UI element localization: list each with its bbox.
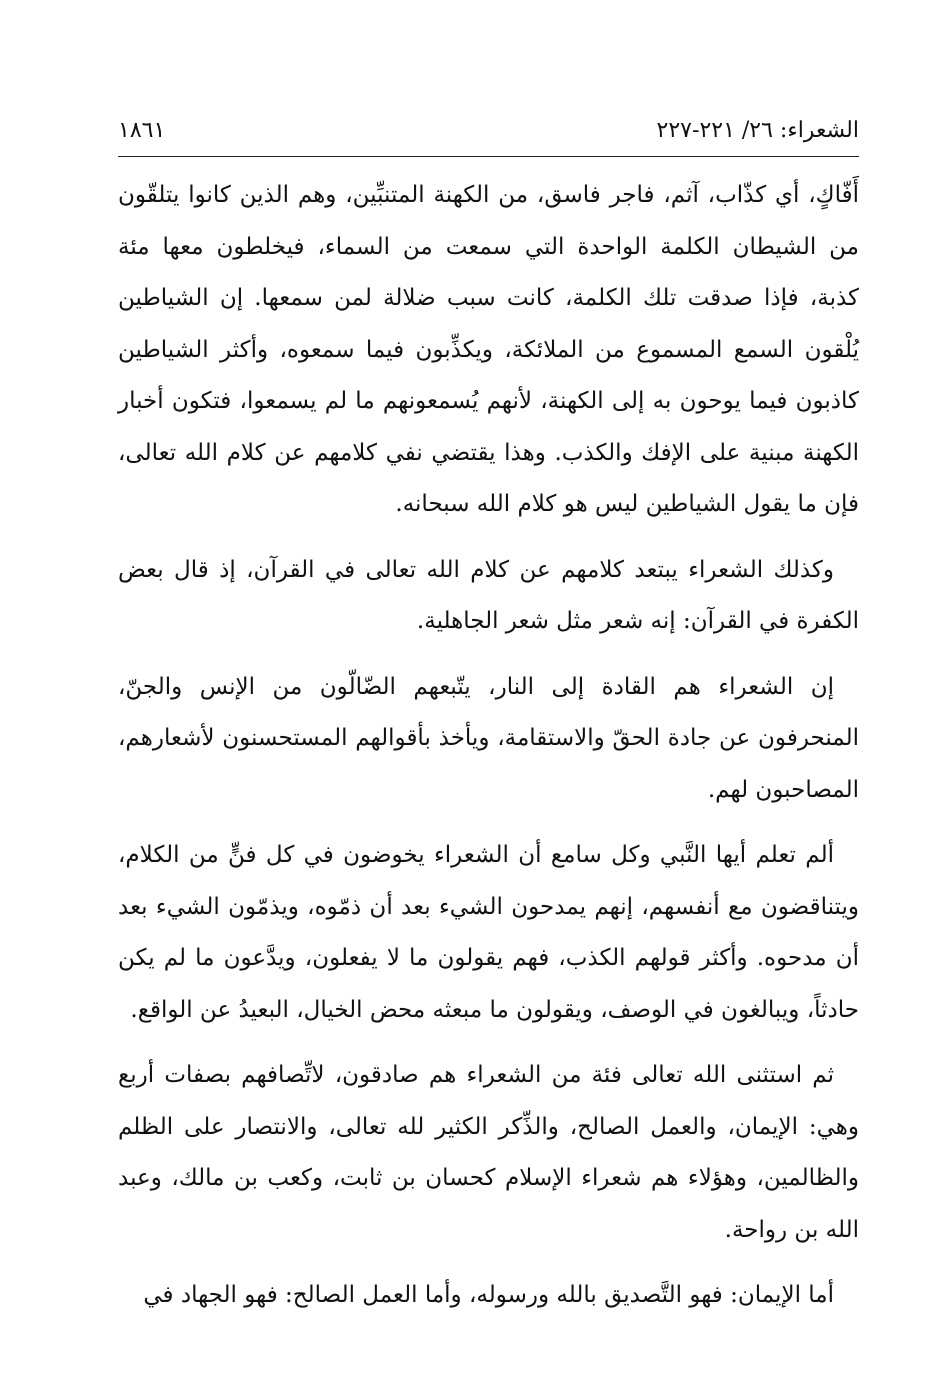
paragraph-2: وكذلك الشعراء يبتعد كلامهم عن كلام الله تعالى في القرآن، إذ قال بعض الكفرة في القرآن: إنه شعر مثل شعر الجاهلية.	[118, 556, 859, 634]
paragraph-1: أَفّاكٍ، أي كذّاب، آثم، فاجر فاسق، من الكهنة المتنبِّين، وهم الذين كانوا يتلقّون من الشيطان الكلمة الواحدة التي سمعت من السماء، فيخلطون معها مئة كذبة، فإذا صدقت تلك الكلمة، كانت سبب ضلالة لمن سمعها. إن الشياطين يُلْقون السمع المسموع من الملائكة، ويكذِّبون فيما سمعوه، وأكثر الشياطين كاذبون فيما يوحون به إلى الكهنة، لأنهم يُسمعونهم ما لم يسمعوا، فتكون أخبار الكهنة مبنية على الإفك والكذب. وهذا يقتضي نفي كلامهم عن كلام الله تعالى، فإن ما يقول الشياطين ليس هو كلام الله سبحانه.	[118, 182, 859, 517]
paragraph-5: ثم استثنى الله تعالى فئة من الشعراء هم صادقون، لاتِّصافهم بصفات أربع وهي: الإيمان، والعمل الصالح، والذِّكر الكثير لله تعالى، والانتصار على الظلم والظالمين، وهؤلاء هم شعراء الإسلام كحسان بن ثابت، وكعب بن مالك، وعبد الله بن رواحة.	[118, 1062, 859, 1243]
page-body	[118, 170, 859, 1336]
page-header	[118, 112, 859, 157]
running-title: الشعراء: ٢٦/ ٢٢١-٢٢٧	[656, 118, 859, 143]
paragraph-3: إن الشعراء هم القادة إلى النار، يتّبعهم الضّالّون من الإنس والجنّ، المنحرفون عن جادة الحقّ والاستقامة، ويأخذ بأقوالهم المستحسنون لأشعارهم، المصاحبون لهم.	[118, 673, 859, 803]
paragraph-4: ألم تعلم أيها النَّبي وكل سامع أن الشعراء يخوضون في كل فنٍّ من الكلام، ويتناقضون مع أنفسهم، إنهم يمدحون الشيء بعد أن ذمّوه، ويذمّون الشيء بعد أن مدحوه. وأكثر قولهم الكذب، فهم يقولون ما لا يفعلون، ويدَّعون ما لم يكن حادثاً، ويبالغون في الوصف، ويقولون ما مبعثه محض الخيال، البعيدُ عن الواقع.	[118, 842, 859, 1023]
page-number: ١٨٦١	[118, 118, 166, 143]
paragraph-6: أما الإيمان: فهو التَّصديق بالله ورسوله، وأما العمل الصالح: فهو الجهاد في	[143, 1282, 834, 1308]
